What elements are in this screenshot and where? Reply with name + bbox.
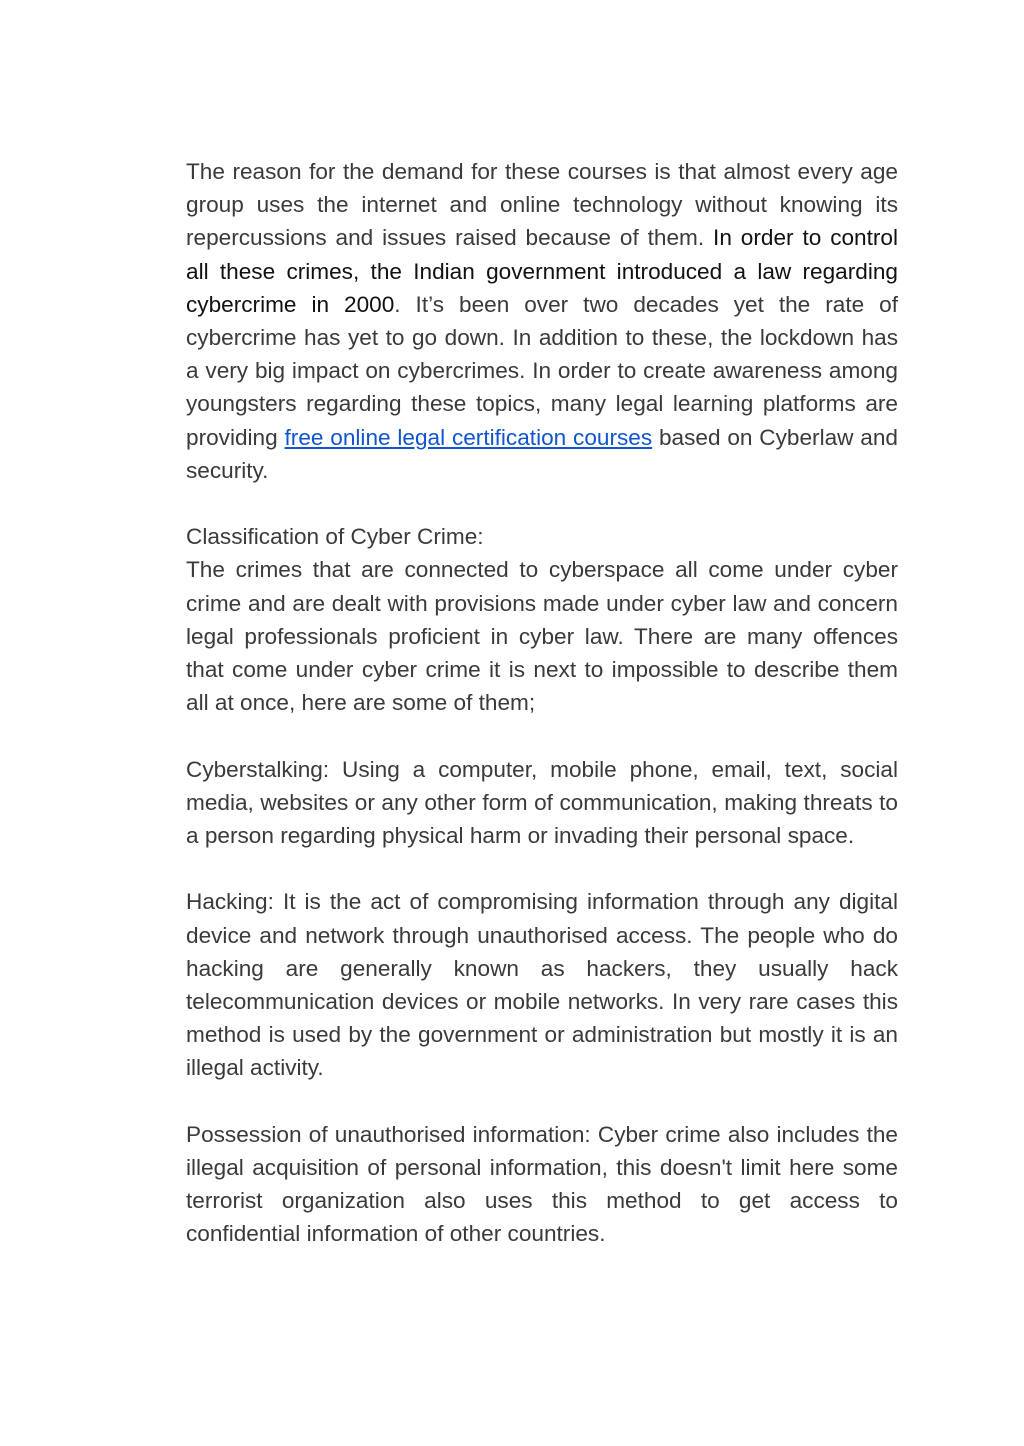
- cyberstalking-paragraph: Cyberstalking: Using a computer, mobile phone, email, text, social media, websites or any other form of communication, making threats to a person regarding physical harm or invading their personal space.: [186, 756, 898, 849]
- certification-courses-link[interactable]: free online legal certification courses: [284, 424, 653, 450]
- classification-body: The crimes that are connected to cyberspace all come under cyber crime and are dealt with provisions made under cyber law and concern legal professionals proficient in cyber law. There are many offences that come under cyber crime it is next to impossible to describe them all at once, here are some of them;: [186, 557, 898, 716]
- intro-text-part1: The reason for the demand for these courses is that almost every age group uses the internet and online technology without knowing its repercussions and issues raised because of them.: [186, 159, 898, 251]
- classification-heading: Classification of Cyber Crime:: [186, 524, 484, 550]
- document-page: [186, 155, 898, 1284]
- possession-paragraph: Possession of unauthorised information: Cyber crime also includes the illegal acquisition of personal information, this doesn't limit here some terrorist organization also uses this method to get access to confidential information of other countries.: [186, 1121, 898, 1247]
- hacking-paragraph: Hacking: It is the act of compromising information through any digital device and network through unauthorised access. The people who do hacking are generally known as hackers, they usually hack telecommunication devices or mobile networks. In very rare cases this method is used by the government or administration but mostly it is an illegal activity.: [186, 889, 898, 1081]
- intro-text-part4: based on Cyberlaw and security.: [186, 424, 898, 483]
- intro-text-law-sentence: In order to control all these crimes, the Indian government introduced a law regarding cybercrime in 2000: [186, 225, 899, 317]
- intro-paragraph: [186, 155, 898, 487]
- intro-text-part3: . It’s been over two decades yet the rate of cybercrime has yet to go down. In addition to these, the lockdown has a very big impact on cybercrimes. In order to create awareness among youngsters regarding these topics, many legal learning platforms are providing: [186, 291, 898, 450]
